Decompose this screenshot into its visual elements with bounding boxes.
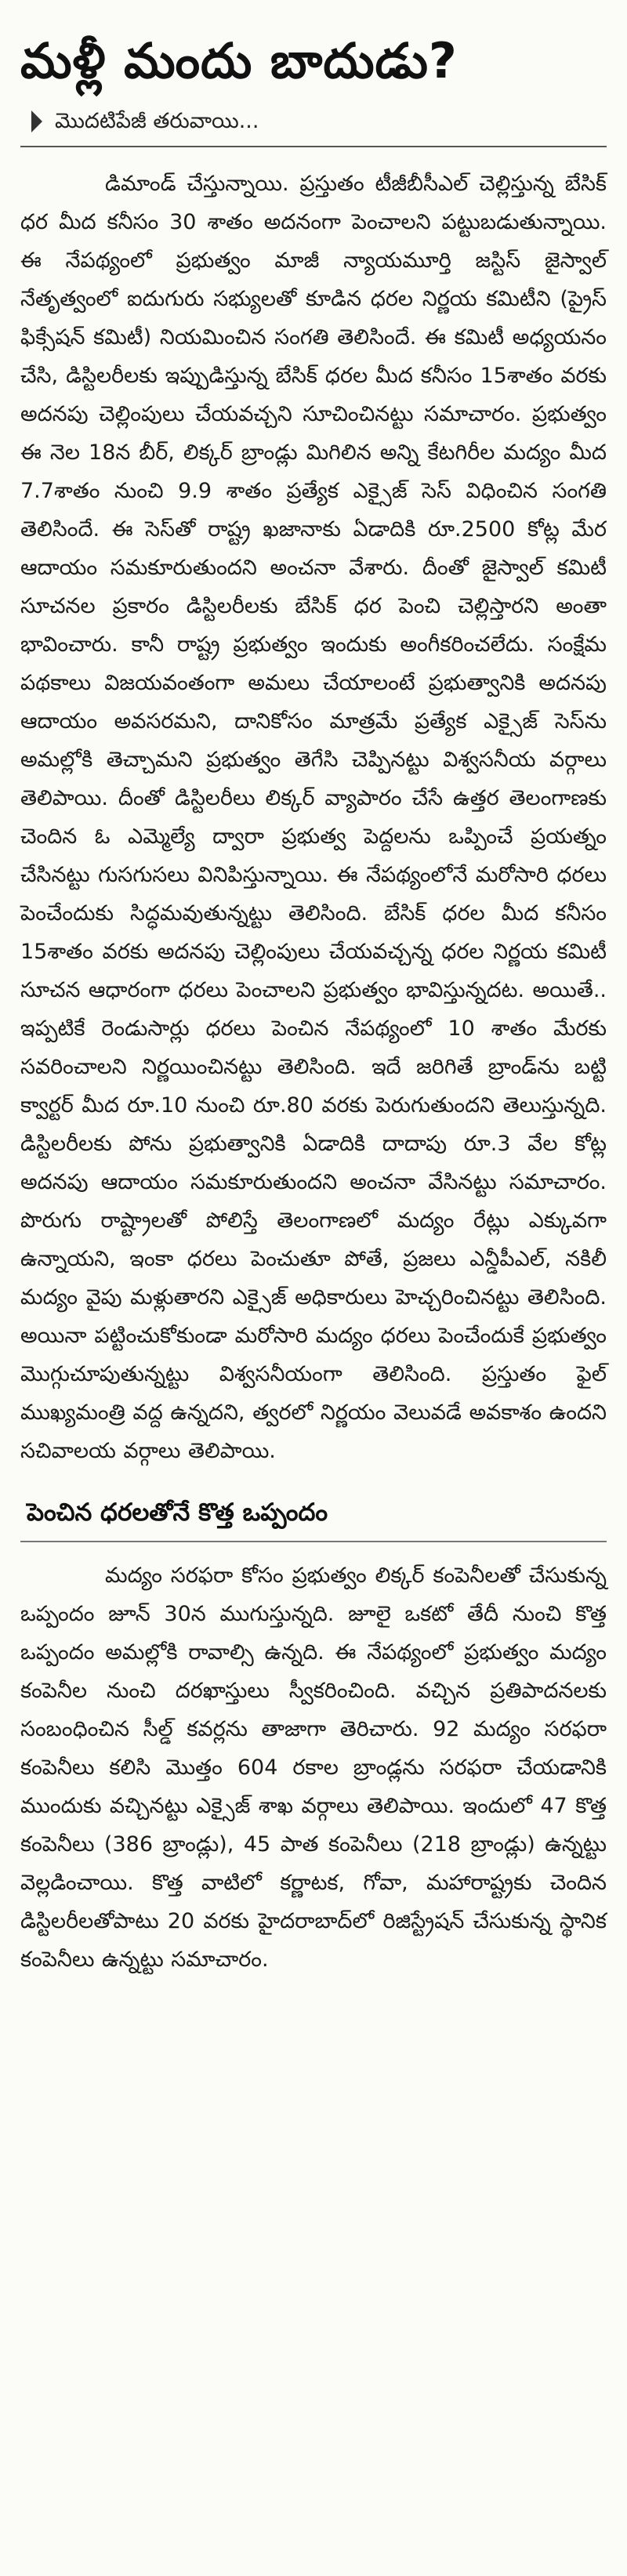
subheading-divider [20, 1541, 607, 1542]
subheading: పెంచిన ధరలతోనే కొత్త ఒప్పందం [27, 1498, 328, 1527]
headline: మళ్లీ మందు బాదుడు? [20, 32, 458, 89]
article-paragraph-1: డిమాండ్ చేస్తున్నాయి. ప్రస్తుతం టీజీబీసీఎల్ చెల్లిస్తున్న బేసిక్ ధర మీద కనీసం 30 శాతం అదనంగా పెంచాలని పట్టుబడుతున్నాయి. ఈ నేపథ్యంలో ప్రభుత్వం మాజీ న్యాయమూర్తి జస్టిస్ జైస్వాల్ నేతృత్వంలో ఐదుగురు సభ్యులతో కూడిన ధరల నిర్ణయ కమిటీని (ప్రైస్ ఫిక్సేషన్ కమిటీ) నియమించిన సంగతి తెలిసిందే. ఈ కమిటీ అధ్యయనం చేసి, డిస్టిలరీలకు ఇప్పుడిస్తున్న బేసిక్ ధరల మీద కనీసం 15శాతం వరకు అదనపు చెల్లింపులు చేయవచ్చని సూచించినట్టు సమాచారం. ప్రభుత్వం ఈ నెల 18న బీర్, లిక్కర్ బ్రాండ్లు మిగిలిన అన్ని కేటగిరీల మద్యం మీద 7.7శాతం నుంచి 9.9 శాతం ప్రత్యేక ఎక్సైజ్ సెస్ విధించిన సంగతి తెలిసిందే. ఈ సెస్‌తో రాష్ట్ర ఖజానాకు ఏడాదికి రూ.2500 కోట్ల మేర ఆదాయం సమకూరుతుందని అంచనా వేశారు. దీంతో జైస్వాల్ కమిటీ సూచనల ప్రకారం డిస్టిలరీలకు బేసిక్ ధర పెంచి చెల్లిస్తారని అంతా భావించారు. కానీ రాష్ట్ర ప్రభుత్వం ఇందుకు అంగీకరించలేదు. సంక్షేమ పథకాలు విజయవంతంగా అమలు చేయాలంటే ప్రభుత్వానికి అదనపు ఆదాయం అవసరమని, దానికోసం మాత్రమే ప్రత్యేక ఎక్సైజ్ సెస్‌ను అమల్లోకి తెచ్చామని ప్రభుత్వం తెగేసి చెప్పినట్టు విశ్వసనీయ వర్గాలు తెలిపాయి. దీంతో డిస్టిలరీలు లిక్కర్ వ్యాపారం చేసే ఉత్తర తెలంగాణకు చెందిన ఓ ఎమ్మెల్యే ద్వారా ప్రభుత్వ పెద్దలను ఒప్పించే ప్రయత్నం చేసినట్టు గుసగుసలు వినిపిస్తున్నాయి. ఈ నేపథ్యంలోనే మరోసారి ధరలు పెంచేందుకు సిద్ధమవుతున్నట్టు తెలిసింది. బేసిక్ ధరల మీద కనీసం 15శాతం వరకు అదనపు చెల్లింపులు చేయవచ్చన్న ధరల నిర్ణయ కమిటీ సూచన ఆధారంగా ధరలు పెంచాలని ప్రభుత్వం భావిస్తున్నదట. అయితే.. ఇప్పటికే రెండుసార్లు ధరలు పెంచిన నేపథ్యంలో 10 శాతం మేరకు సవరించాలని నిర్ణయించినట్టు తెలిసింది. ఇదే జరిగితే బ్రాండ్‌ను బట్టి క్వార్టర్ మీద రూ.10 నుంచి రూ.80 వరకు పెరుగుతుందని తెలుస్తున్నది. డిస్టిలరీలకు పోను ప్రభుత్వానికి ఏడాదికి దాదాపు రూ.3 వేల కోట్ల అదనపు ఆదాయం సమకూరుతుందని అంచనా వేసినట్టు సమాచారం. పొరుగు రాష్ట్రాలతో పోలిస్తే తెలంగాణలో మద్యం రేట్లు ఎక్కువగా ఉన్నాయని, ఇంకా ధరలు పెంచుతూ పోతే, ప్రజలు ఎన్డీపీఎల్, నకిలీ మద్యం వైపు మళ్లుతారని ఎక్సైజ్ అధికారులు హెచ్చరించినట్టు తెలిసింది. అయినా పట్టించుకోకుండా మరోసారి మద్యం ధరలు పెంచేందుకే ప్రభుత్వం మొగ్గుచూపుతున్నట్టు విశ్వసనీయంగా తెలిసింది. ప్రస్తుతం ఫైల్ ముఖ్యమంత్రి వద్ద ఉన్నదని, త్వరలో నిర్ణయం వెలువడే అవకాశం ఉందని సచివాలయ వర్గాలు తెలిపాయి. [20, 172, 607, 1463]
continued-from-front-page [20, 103, 607, 139]
article-paragraph-2: మద్యం సరఫరా కోసం ప్రభుత్వం లిక్కర్ కంపెనీలతో చేసుకున్న ఒప్పందం జూన్ 30న ముగుస్తున్నది. జూలై ఒకటో తేదీ నుంచి కొత్త ఒప్పందం అమల్లోకి రావాల్సి ఉన్నది. ఈ నేపథ్యంలో ప్రభుత్వం మద్యం కంపెనీల నుంచి దరఖాస్తులు స్వీకరించింది. వచ్చిన ప్రతిపాదనలకు సంబంధించిన సీల్డ్ కవర్లను తాజాగా తెరిచారు. 92 మద్యం సరఫరా కంపెనీలు కలిసి మొత్తం 604 రకాల బ్రాండ్లను సరఫరా చేయడానికి ముందుకు వచ్చినట్టు ఎక్సైజ్ శాఖ వర్గాలు తెలిపాయి. ఇందులో 47 కొత్త కంపెనీలు (386 బ్రాండ్లు), 45 పాత కంపెనీలు (218 బ్రాండ్లు) ఉన్నట్టు వెల్లడించాయి. కొత్త వాటిలో కర్ణాటక, గోవా, మహారాష్ట్రకు చెందిన డిస్టిలరీలతోపాటు 20 వరకు హైదరాబాద్‌లో రిజిస్ట్రేషన్ చేసుకున్న స్థానిక కంపెనీలు ఉన్నట్టు సమాచారం. [20, 1563, 607, 1972]
arrow-right-icon [30, 109, 44, 134]
continued-label: మొదటిపేజీ తరువాయి... [55, 109, 259, 133]
divider [20, 146, 607, 147]
